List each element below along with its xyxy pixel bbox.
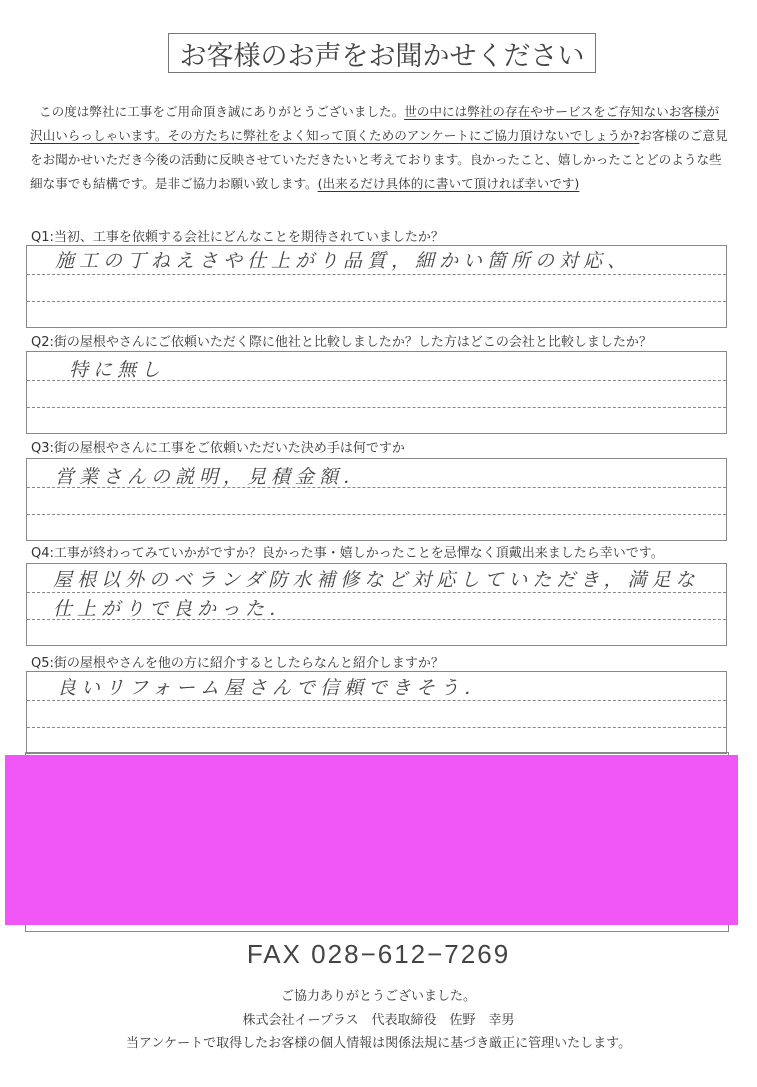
ruled-line [27, 407, 726, 408]
question-2-answer-box[interactable] [26, 351, 727, 434]
question-4-label: Q4:工事が終わってみていかがですか？良かった事・嬉しかったことを忌憚なく頂戴出来ましたら幸いです。 [31, 546, 664, 561]
intro-text-4-underlined: (出来るだけ具体的に書いて頂ければ幸いです) [317, 176, 580, 191]
answer-4-line-2: 仕上がりで良かった． [53, 598, 294, 620]
page-title-box [168, 33, 596, 73]
question-1-label: Q1:当初、工事を依頼する会社にどんなことを期待されていましたか？ [31, 230, 444, 245]
intro-paragraph [30, 100, 730, 196]
answer-4-line-1: 屋根以外のベランダ防水補修など対応していただき，満足な [53, 569, 700, 591]
ruled-line [27, 301, 726, 302]
intro-text-2-underlined: 世の中には弊社の存在やサービスをご存知ないお客様が沢山いらっしゃいます。その方たちに弊社をよく知って頂くためのアンケートにご協力頂けないでしょうか? [30, 104, 720, 143]
answer-5-line-1: 良いリフォーム屋さんで信頼できそう． [57, 677, 489, 699]
question-3-label: Q3:街の屋根やさんに工事をご依頼いただいた決め手は何ですか [31, 441, 405, 456]
fax-number: FAX 028−612−7269 [246, 939, 511, 969]
ruled-line [27, 514, 726, 515]
redaction-block [5, 755, 738, 925]
answer-1-line-1: 施工の丁ねえさや仕上がり品質，細かい箇所の対応、 [55, 250, 632, 272]
ruled-line [27, 274, 726, 275]
thanks-text: ご協力ありがとうございました。 [280, 989, 476, 1004]
question-1-answer-box[interactable] [26, 245, 727, 328]
ruled-line [27, 592, 726, 593]
ruled-line [27, 700, 726, 701]
privacy-notice: 当アンケートで取得したお客様の個人情報は関係法規に基づき厳正に管理いたします。 [125, 1036, 632, 1051]
question-4-answer-box[interactable] [26, 563, 727, 646]
question-5-answer-box[interactable] [26, 671, 727, 754]
page-title: お客様のお声をお聞かせください [179, 40, 585, 72]
company-name: 株式会社イープラス 代表取締役 佐野 幸男 [242, 1013, 515, 1028]
question-2-label: Q2:街の屋根やさんにご依頼いただく際に他社と比較しましたか？した方はどこの会社と比較しましたか？ [31, 335, 652, 350]
answer-2-line-1: 特に無し [69, 359, 166, 381]
question-5-label: Q5:街の屋根やさんを他の方に紹介するとしたらなんと紹介しますか？ [31, 656, 444, 671]
intro-text-3: お客様のご意見をお聞かせいただき今後の活動に反映させていただきたいと考えております。良かったこと、嬉しかったことどのような些細な事でも結構です。是非ご協力お願い致します。 [30, 128, 728, 191]
intro-text-1: この度は弊社に工事をご用命頂き誠にありがとうございました。 [39, 104, 405, 119]
question-3-answer-box[interactable] [26, 458, 727, 541]
answer-3-line-1: 営業さんの説明，見積金額． [55, 466, 368, 488]
ruled-line [27, 727, 726, 728]
